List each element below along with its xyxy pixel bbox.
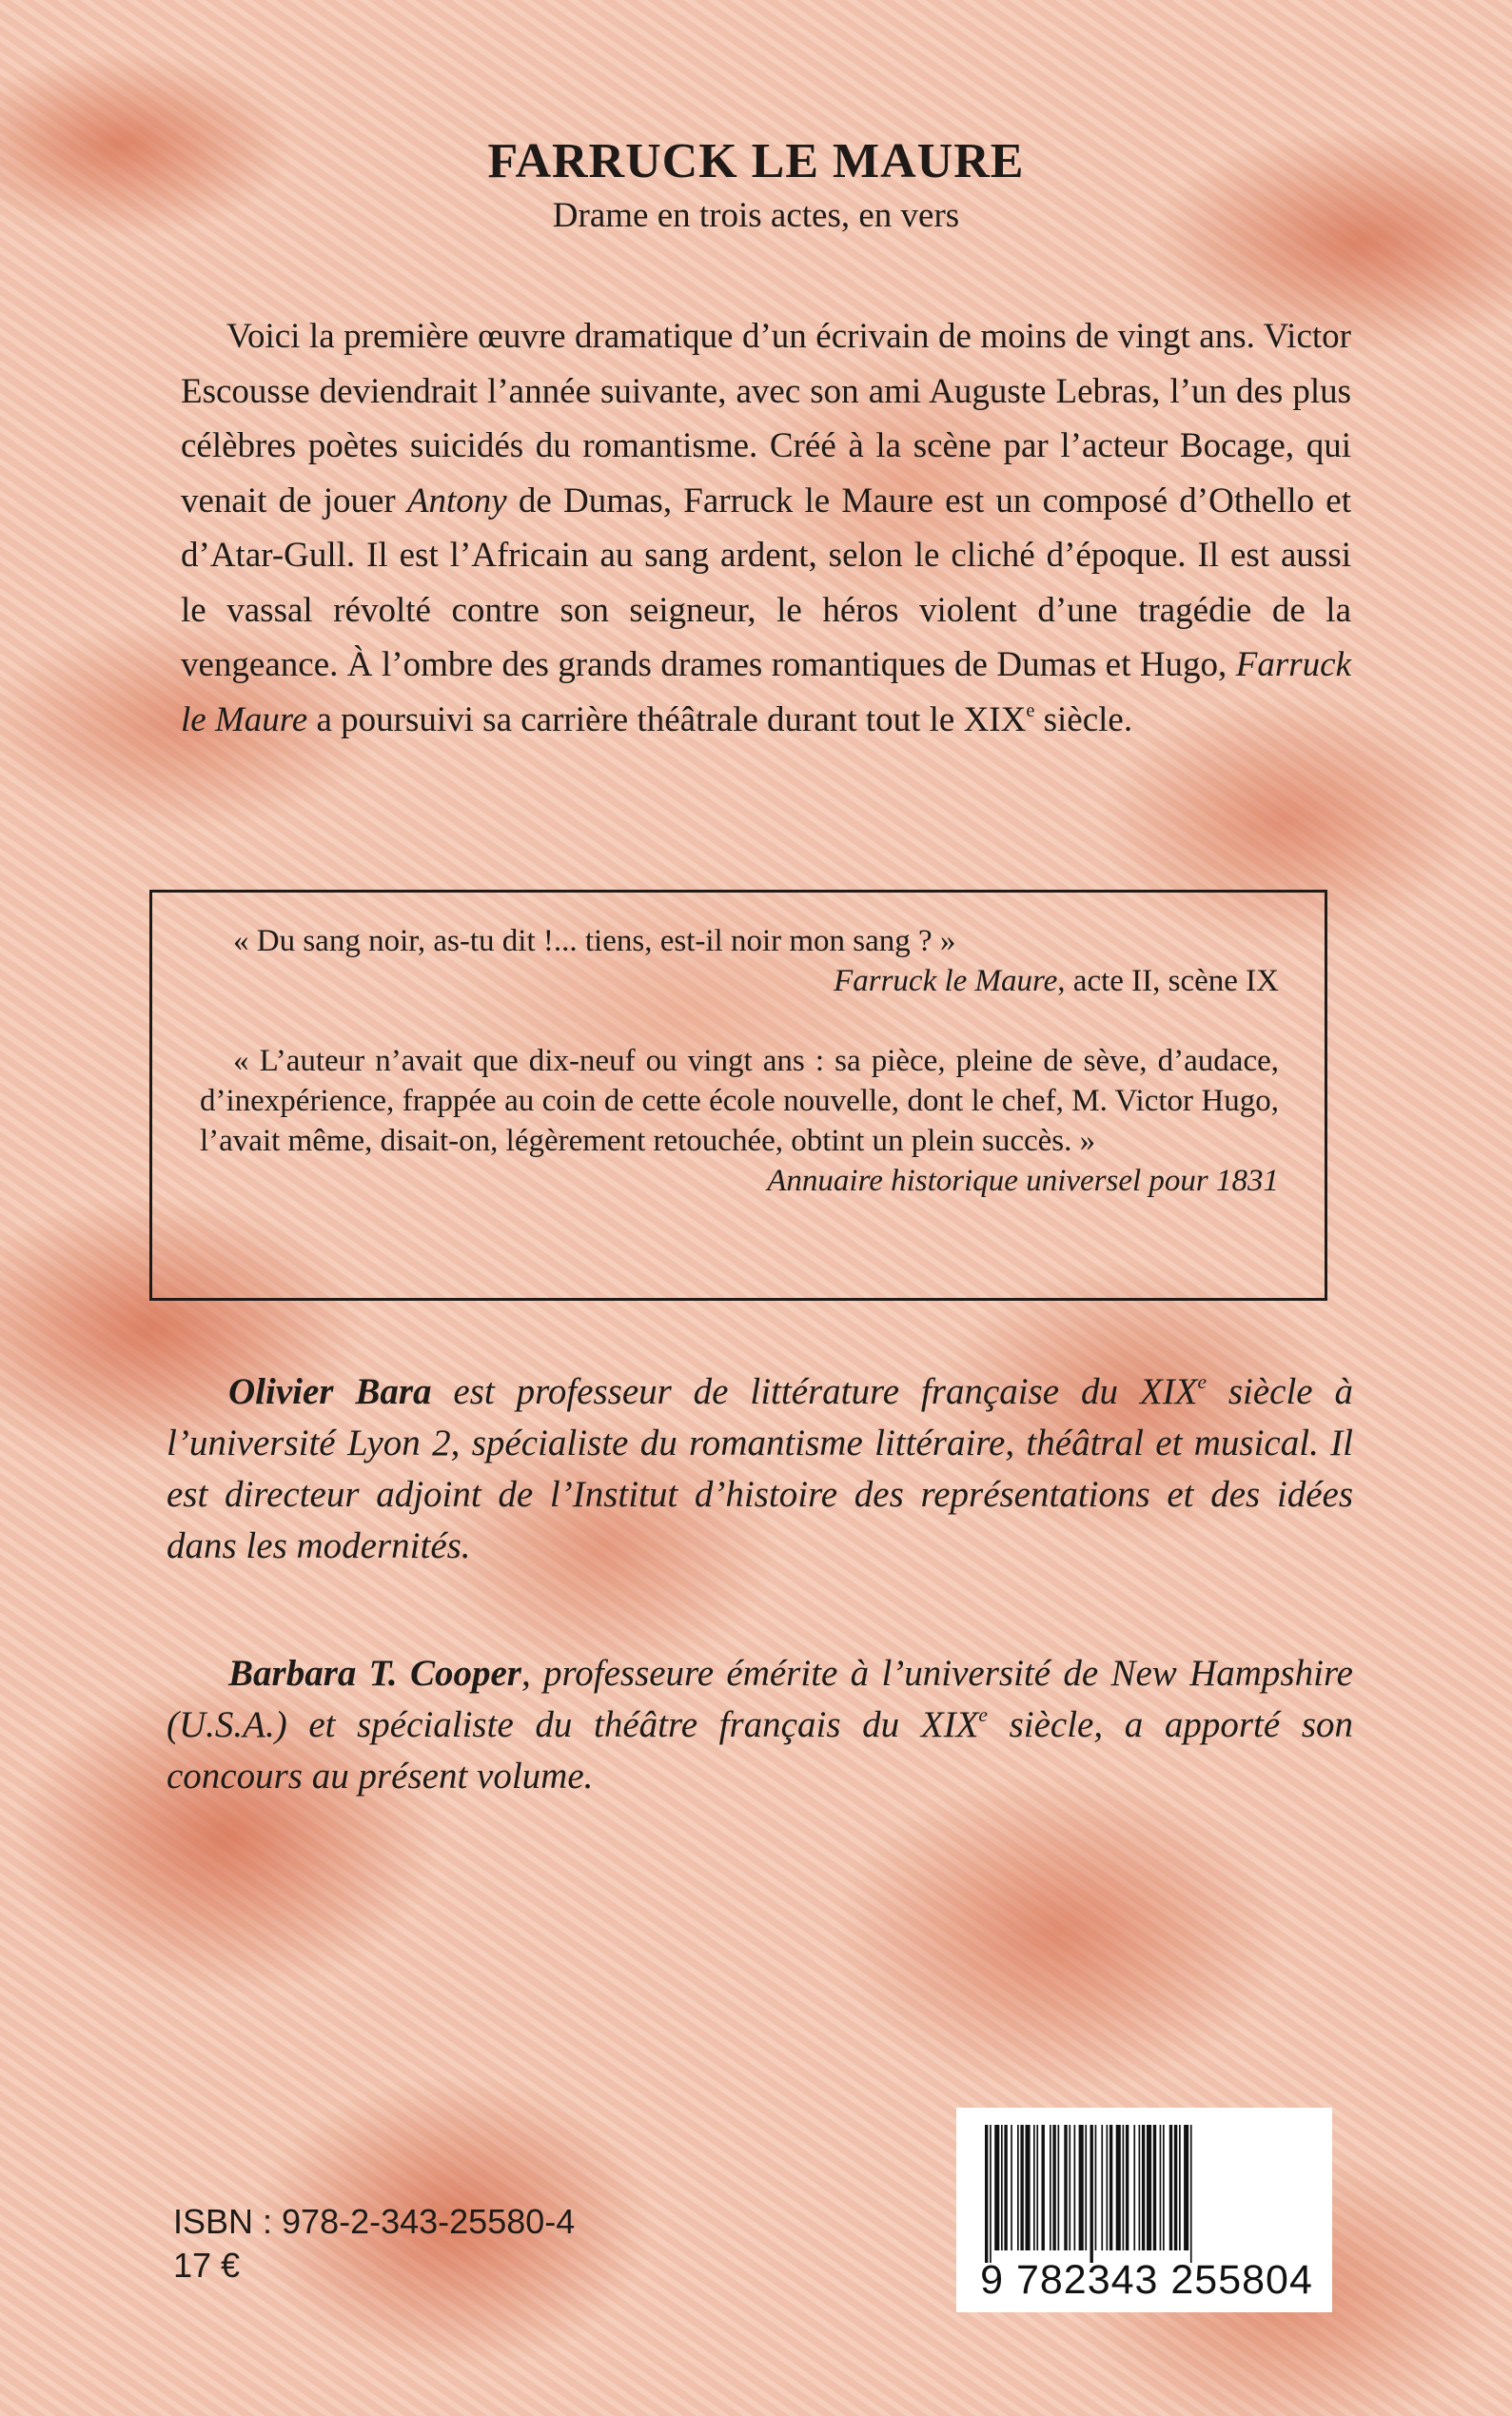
intro-text-3: a poursuivi sa carrière théâtrale durant tout le XIX <box>307 699 1027 739</box>
author-bio-olivier-bara <box>167 1366 1353 1572</box>
intro-title-farruck: Farruck le Maure <box>181 645 1351 739</box>
quote-2-text: « L’auteur n’avait que dix-neuf ou vingt ans : sa pièce, pleine de sève, d’audace, d’inexpérience, frappée au coin de cette école nouvelle, dont le chef, M. Victor Hugo, l’avait même, disait-on, légèrement retouchée, obtint un plein succès. » <box>200 1044 1279 1158</box>
barcode-bars <box>985 2125 1308 2263</box>
quote-1-ref: , acte II, scène IX <box>1057 964 1279 998</box>
author-name-bara: Olivier Bara <box>228 1371 432 1412</box>
quote-1-source <box>200 961 1279 1001</box>
intro-text-2: de Dumas, Farruck le Maure est un composé d’Othello et d’Atar-Gull. Il est l’Africain au sang ardent, selon le cliché d’époque. Il est aussi le vassal révolté contre son seigneur, le héros violent d’une tragédie de la vengeance. À l’ombre des grands drames romantiques de Dumas et Hugo, <box>181 481 1351 684</box>
quote-1-work: Farruck le Maure <box>834 964 1058 998</box>
barcode-digits: 9 782343 255804 <box>980 2257 1313 2303</box>
intro-title-antony: Antony <box>406 481 507 521</box>
intro-superscript: e <box>1026 699 1035 721</box>
book-title: FARRUCK LE MAURE <box>487 134 1025 188</box>
quote-box <box>149 890 1327 1301</box>
intro-paragraph <box>181 309 1351 747</box>
barcode <box>956 2108 1332 2312</box>
quote-2-source <box>200 1161 1279 1201</box>
bio1-text-1: est professeur de littérature française du XIX <box>431 1371 1198 1412</box>
book-subtitle: Drame en trois actes, en vers <box>552 196 960 235</box>
intro-text-4: siècle. <box>1034 699 1133 739</box>
bio1-superscript: e <box>1197 1369 1207 1393</box>
author-bio-barbara-cooper <box>167 1648 1353 1802</box>
price-text: 17 € <box>173 2246 241 2285</box>
isbn-text: ISBN : 978-2-343-25580-4 <box>173 2202 576 2241</box>
bio2-superscript: e <box>978 1702 988 1726</box>
bio1-text-2: siècle à l’université Lyon 2, spécialiste du romantisme littéraire, théâtral et musical. Il est directeur adjoint de l’Institut d’histoire des représentations et des idées dans les modernités. <box>167 1371 1353 1566</box>
bio2-text-2: siècle, a apporté son concours au présent volume. <box>167 1704 1353 1797</box>
intro-text-1: Voici la première œuvre dramatique d’un écrivain de moins de vingt ans. Victor Escousse deviendrait l’année suivante, avec son ami Auguste Lebras, l’un des plus célèbres poètes suicidés du romantisme. Créé à la scène par l’acteur Bocage, qui venait de jouer <box>181 317 1351 521</box>
quote-2-work: Annuaire historique universel pour 1831 <box>767 1164 1279 1198</box>
author-name-cooper: Barbara T. Cooper <box>228 1653 521 1694</box>
quote-1-text: « Du sang noir, as-tu dit !... tiens, est-il noir mon sang ? » <box>233 924 956 958</box>
bio2-text-1: , professeure émérite à l’université de New Hampshire (U.S.A.) et spécialiste du théâtre français du XIX <box>167 1653 1353 1745</box>
isbn-price-block <box>173 2200 575 2288</box>
